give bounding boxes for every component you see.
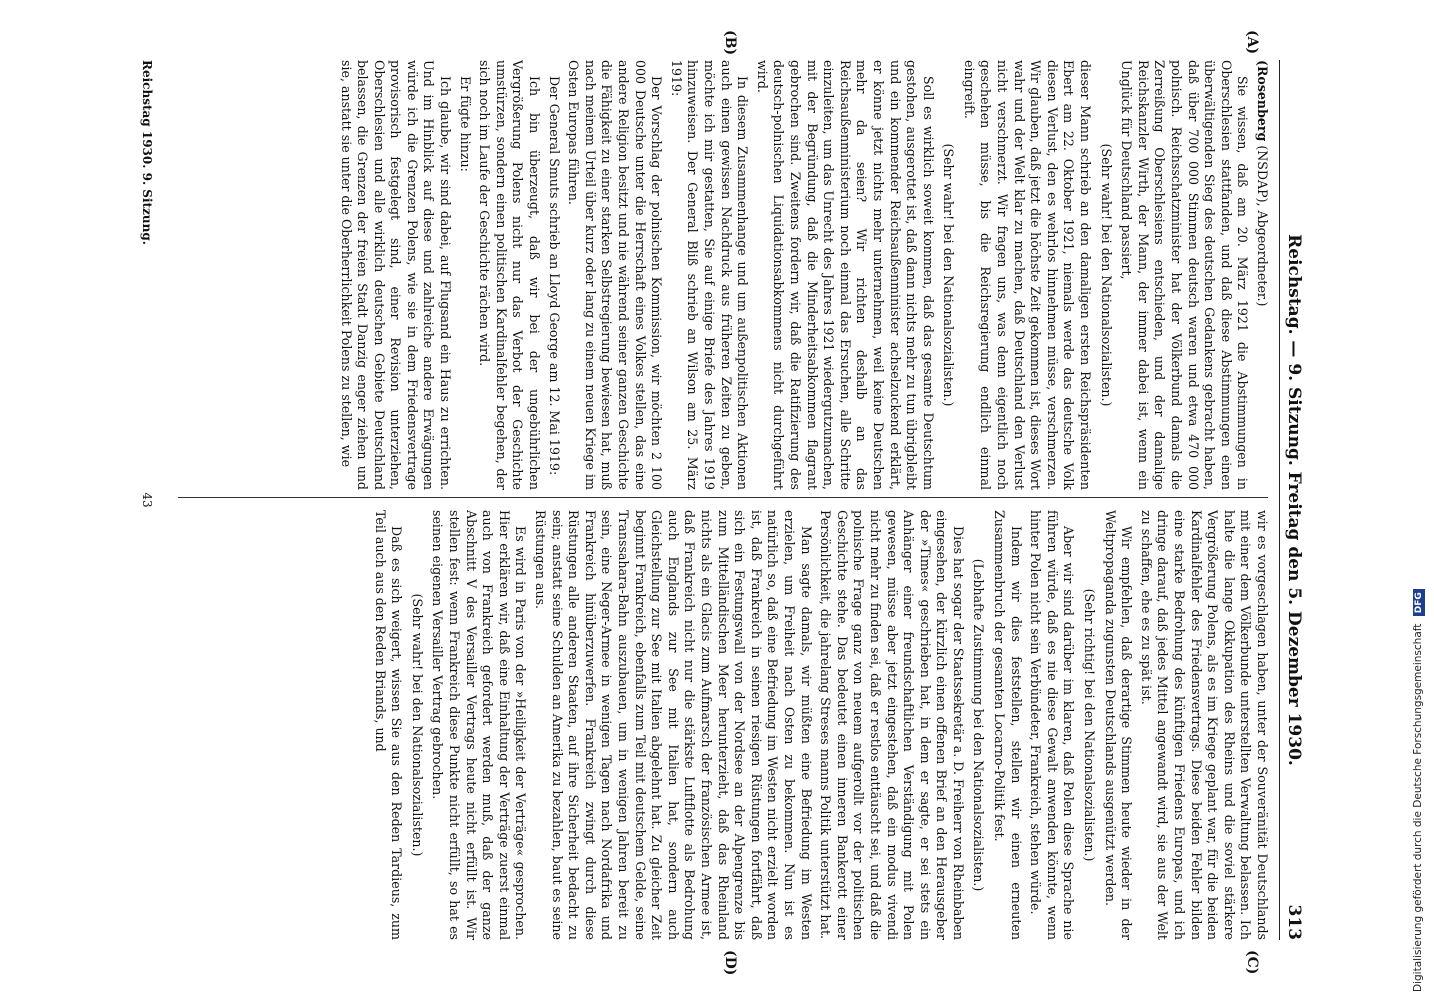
page-header-title: Reichstag. — 9. Sitzung. Freitag den 5. Dezember 1930. bbox=[1284, 234, 1304, 766]
paragraph: Aber wir sind darüber im klaren, daß Polen diese Sprache nie führen würde, daß es nie diese Gewalt anwenden könnte, wenn hinter Polen nicht sein Verbündeter, Frankreich, stehen würde. bbox=[1028, 510, 1077, 940]
paragraph: Der General Smuts schrieb an Lloyd George am 12. Mai 1919: bbox=[546, 76, 562, 476]
paragraph: Indem wir dies feststellen, stellen wir einen erneuten Zusammenbruch der gesamten Locarno-Politik fest. bbox=[992, 510, 1024, 940]
interjection: (Sehr wahr! bei den Nationalsozialisten.) bbox=[409, 593, 425, 857]
page-header bbox=[1279, 60, 1304, 940]
page-footer bbox=[134, 60, 154, 940]
interjection: (Lebhafte Zustimmung bei den Nationalsozialisten.) bbox=[971, 558, 987, 892]
margin-marker-b: (B) bbox=[722, 30, 738, 56]
paragraph: Dies hat sogar der Staatssekretär a. D. Freiherr von Rheinbaben eingesehen, der kürzlich einen offenen Brief an den Herausgeber der »Times« geschrieben hat, in dem er sagte, er sei stets ein Anhänger einer freundschaftlichen Verständigung mit Polen gewesen, müsse aber jetzt eingestehen, daß ein modus vivendi nicht mehr zu finden sei, daß er restlos enttäuscht sei, und daß die polnische Frage ganz von neuem aufgerollt vor der politischen Geschichte stehe. Das bedeutet einen inneren Bankerott einer Persönlichkeit, die jahrelang Streses manns Politik unterstützt hat. bbox=[818, 510, 966, 940]
dfg-logo: DFG bbox=[1413, 589, 1425, 616]
column-divider bbox=[178, 497, 1268, 498]
margin-marker-d: (D) bbox=[722, 950, 738, 976]
speaker-line bbox=[1253, 60, 1270, 490]
paragraph: Wir empfehlen, daß derartige Stimmen heute wieder in der Weltpropaganda zugunsten Deutschlands ausgenützt werden. bbox=[1102, 510, 1135, 940]
page-number: 313 bbox=[1284, 904, 1304, 940]
quotation: Der Vorschlag der polnischen Kommission, wir möchten 2 100 000 Deutsche unter die Herrschaft eines Volkes stellen, das eine andere Religion besitzt und nie während seiner ganzen Geschichte die Fähigkeit zu einer starken Selbstregierung bewiesen hat, muß nach meinem Urteil über kurz oder lang zu einem neuen Kriege im Osten Europas führen. bbox=[566, 60, 665, 490]
speaker-party: (NSDAP), Abgeordneter.) bbox=[1255, 145, 1270, 307]
interjection: (Sehr richtig! bei den Nationalsozialisten.) bbox=[1082, 588, 1098, 862]
paragraph: Es wird in Paris von der »Heiligkeit der Verträge« gesprochen. Hier erklären wir, daß eine Einhaltung der Verträge zuerst einmal auch von Frankreich gefordert werden muß, daß der ganze Abschnitt V des Versailler Vertrags heute nicht erfüllt ist. Wir stellen fest: wenn Frankreich diese Punkte nicht erfüllt, so hat es seinen eigenen Versailler Vertrag gebrochen. bbox=[430, 510, 529, 940]
paragraph: Man sagte damals, wir müßten eine Befriedung im Westen erzielen, um Freiheit nach Osten zu bekommen. Nun ist es natürlich so, daß eine Befriedung im Westen nicht erzielt worden ist, daß Frankreich in seinen riesigen Rüstungen fortfährt, daß sich ein Festungswall von der Nordsee an der Alpengrenze bis zum Mittelländischen Meer herunterzieht, daß das Rheinland nichts als ein Glacis zum Aufmarsch der französischen Armee ist, daß Frankreich nicht nur die stärkste Luftflotte als Bedrohung auch Englands zur See mit Italien hat, sondern auch Gleichstellung zur See mit Italien abgelehnt hat. Zu gleicher Zeit beginnt Frankreich, ebenfalls zum Teil mit deutschem Gelde, seine Transsahara-Bahn auszubauen, um in wenigen Jahren bereit zu sein, eine Neger-Armee in wenigen Tagen nach Nordafrika und Frankreich hinüberzuwerfen. Frankreich zwingt durch diese Rüstungen alle anderen Staaten, auf ihre Sicherheit bedacht zu sein; anstatt seine Schulden an Amerika zu bezahlen, baut es seine Rüstungen aus. bbox=[533, 510, 814, 940]
margin-marker-c: (C) bbox=[1244, 950, 1260, 975]
paragraph: Soll es wirklich soweit kommen, daß das gesamte Deutschtum gestohen, ausgerottet ist, daß dann nichts mehr zu tun übrigbleibt und ein kommender Reichsaußenminister achselzuckend erklärt, er könne jetzt nichts mehr unternehmen, weil keine Deutschen mehr da seien? Wir richten deshalb an das Reichsaußenministerium noch einmal das Ersuchen, alle Schritte einzuleiten, um das Unrecht des Jahres 1921 wiedergutzumachen, mit der Begründung, daß die Minderheitsabkommen flagrant gebrochen sind. Zweitens fordern wir, daß die Ratifizierung des deutsch-polnischen Liquidationsabkommens nicht durchgeführt wird. bbox=[754, 60, 936, 490]
document-page bbox=[80, 0, 1320, 1000]
paragraph: Sie wissen, daß am 20. März 1921 die Abstimmungen in Oberschlesien stattfanden, und daß diese Abstimmungen einen überwältigenden Sieg des deutschen Gedankens gebracht haben, daß über 700 000 Stimmen deutsch waren und etwa 470 000 polnisch. Reichsschatzminister hat der Völkerbund damals die Zerreißung Oberschlesiens entschieden, und der damalige Reichskanzler Wirth, der Mann, der immer dabei ist, wenn ein Unglück für Deutschland passiert, bbox=[1119, 60, 1251, 490]
paragraph: dieser Mann schrieb an den damaligen ersten Reichspräsidenten Ebert am 22. Oktober 1921, niemals werde das deutsche Volk diesen Verlust, den es wehrlos hinnehmen müsse, verschmerzen. Wir glauben, daß jetzt die höchste Zeit gekommen ist, dieses Wort wahr und der Welt klar zu machen, daß Deutschland den Verlust nicht verschmerzt. Wir fragen uns, was denn eigentlich noch geschehen müsse, bis die Reichsregierung endlich einmal eingreift. bbox=[961, 60, 1094, 490]
digitization-credit bbox=[1412, 0, 1430, 992]
quotation: Ich glaube, wir sind dabei, auf Flugsand ein Haus zu errichten. Und im Hinblick auf diese und zahlreiche andere Erwägungen würde ich die Grenzen Polens, wie sie in dem Friedensvertrage provisorisch festgelegt sind, einer Revision unterziehen, Oberschlesien und alle wirklich deutschen Gebiete Deutschland belassen, die Grenzen der freien Stadt Danzig enger ziehen und sie, anstatt sie unter die Oberherrlichkeit Polens zu stellen, wie bbox=[338, 60, 454, 490]
footer-sheet-number: 43 bbox=[140, 492, 154, 508]
paragraph: In diesem Zusammenhange und um außenpolitischen Aktionen auch einen gewissen Nachdruck aus früheren Zeiten zu geben, möchte ich mir gestatten, Sie auf einige Briefe des Jahres 1919 hinzuweisen. Der General Bliß schrieb an Wilson am 25. März 1919: bbox=[668, 60, 751, 490]
footer-source: Reichstag 1930. 9. Sitzung. bbox=[140, 60, 154, 245]
speaker-name: (Rosenberg bbox=[1255, 60, 1270, 142]
quotation: wir es vorgeschlagen haben, unter der Souveränität Deutschlands mit einer dem Völkerbunde unterstellten Verwaltung belassen. Ich halte die lange Okkupation des Rheins und die soviel stärkere Vergrößerung Polens, als es im Kriege geplant war, für die beiden Kardinalfehler des Friedensvertrags. Diese beiden Fehler bilden eine starke Bedrohung des künftigen Friedens Europas, und ich dringe darauf, daß jedes Mittel angewandt wird, sie aus der Welt zu schaffen, ehe es zu spät ist. bbox=[1138, 510, 1270, 940]
paragraph: Daß es sich weigert, wissen Sie aus den Reden Tardieus, zum Teil auch aus den Reden Briands, und bbox=[372, 510, 405, 940]
interjection: (Sehr wahr! bei den Nationalsozialisten.) bbox=[941, 143, 957, 407]
right-column bbox=[170, 510, 1270, 940]
interjection: (Sehr wahr! bei den Nationalsozialisten.) bbox=[1098, 143, 1114, 407]
quotation: Ich bin überzeugt, daß wir bei der ungebührlichen Vergrößerung Polens nicht nur das Verbot der Geschichte umstürzen, sondern einen politischen Kardinalfehler begehen, der sich noch im Laufe der Geschichte rächen wird. bbox=[477, 60, 543, 490]
credit-text: Digitalisierung gefördert durch die Deutsche Forschungsgemeinschaft bbox=[1412, 623, 1424, 992]
left-column bbox=[170, 60, 1270, 490]
paragraph: Er fügte hinzu: bbox=[457, 76, 473, 172]
margin-marker-a: (A) bbox=[1244, 30, 1260, 55]
